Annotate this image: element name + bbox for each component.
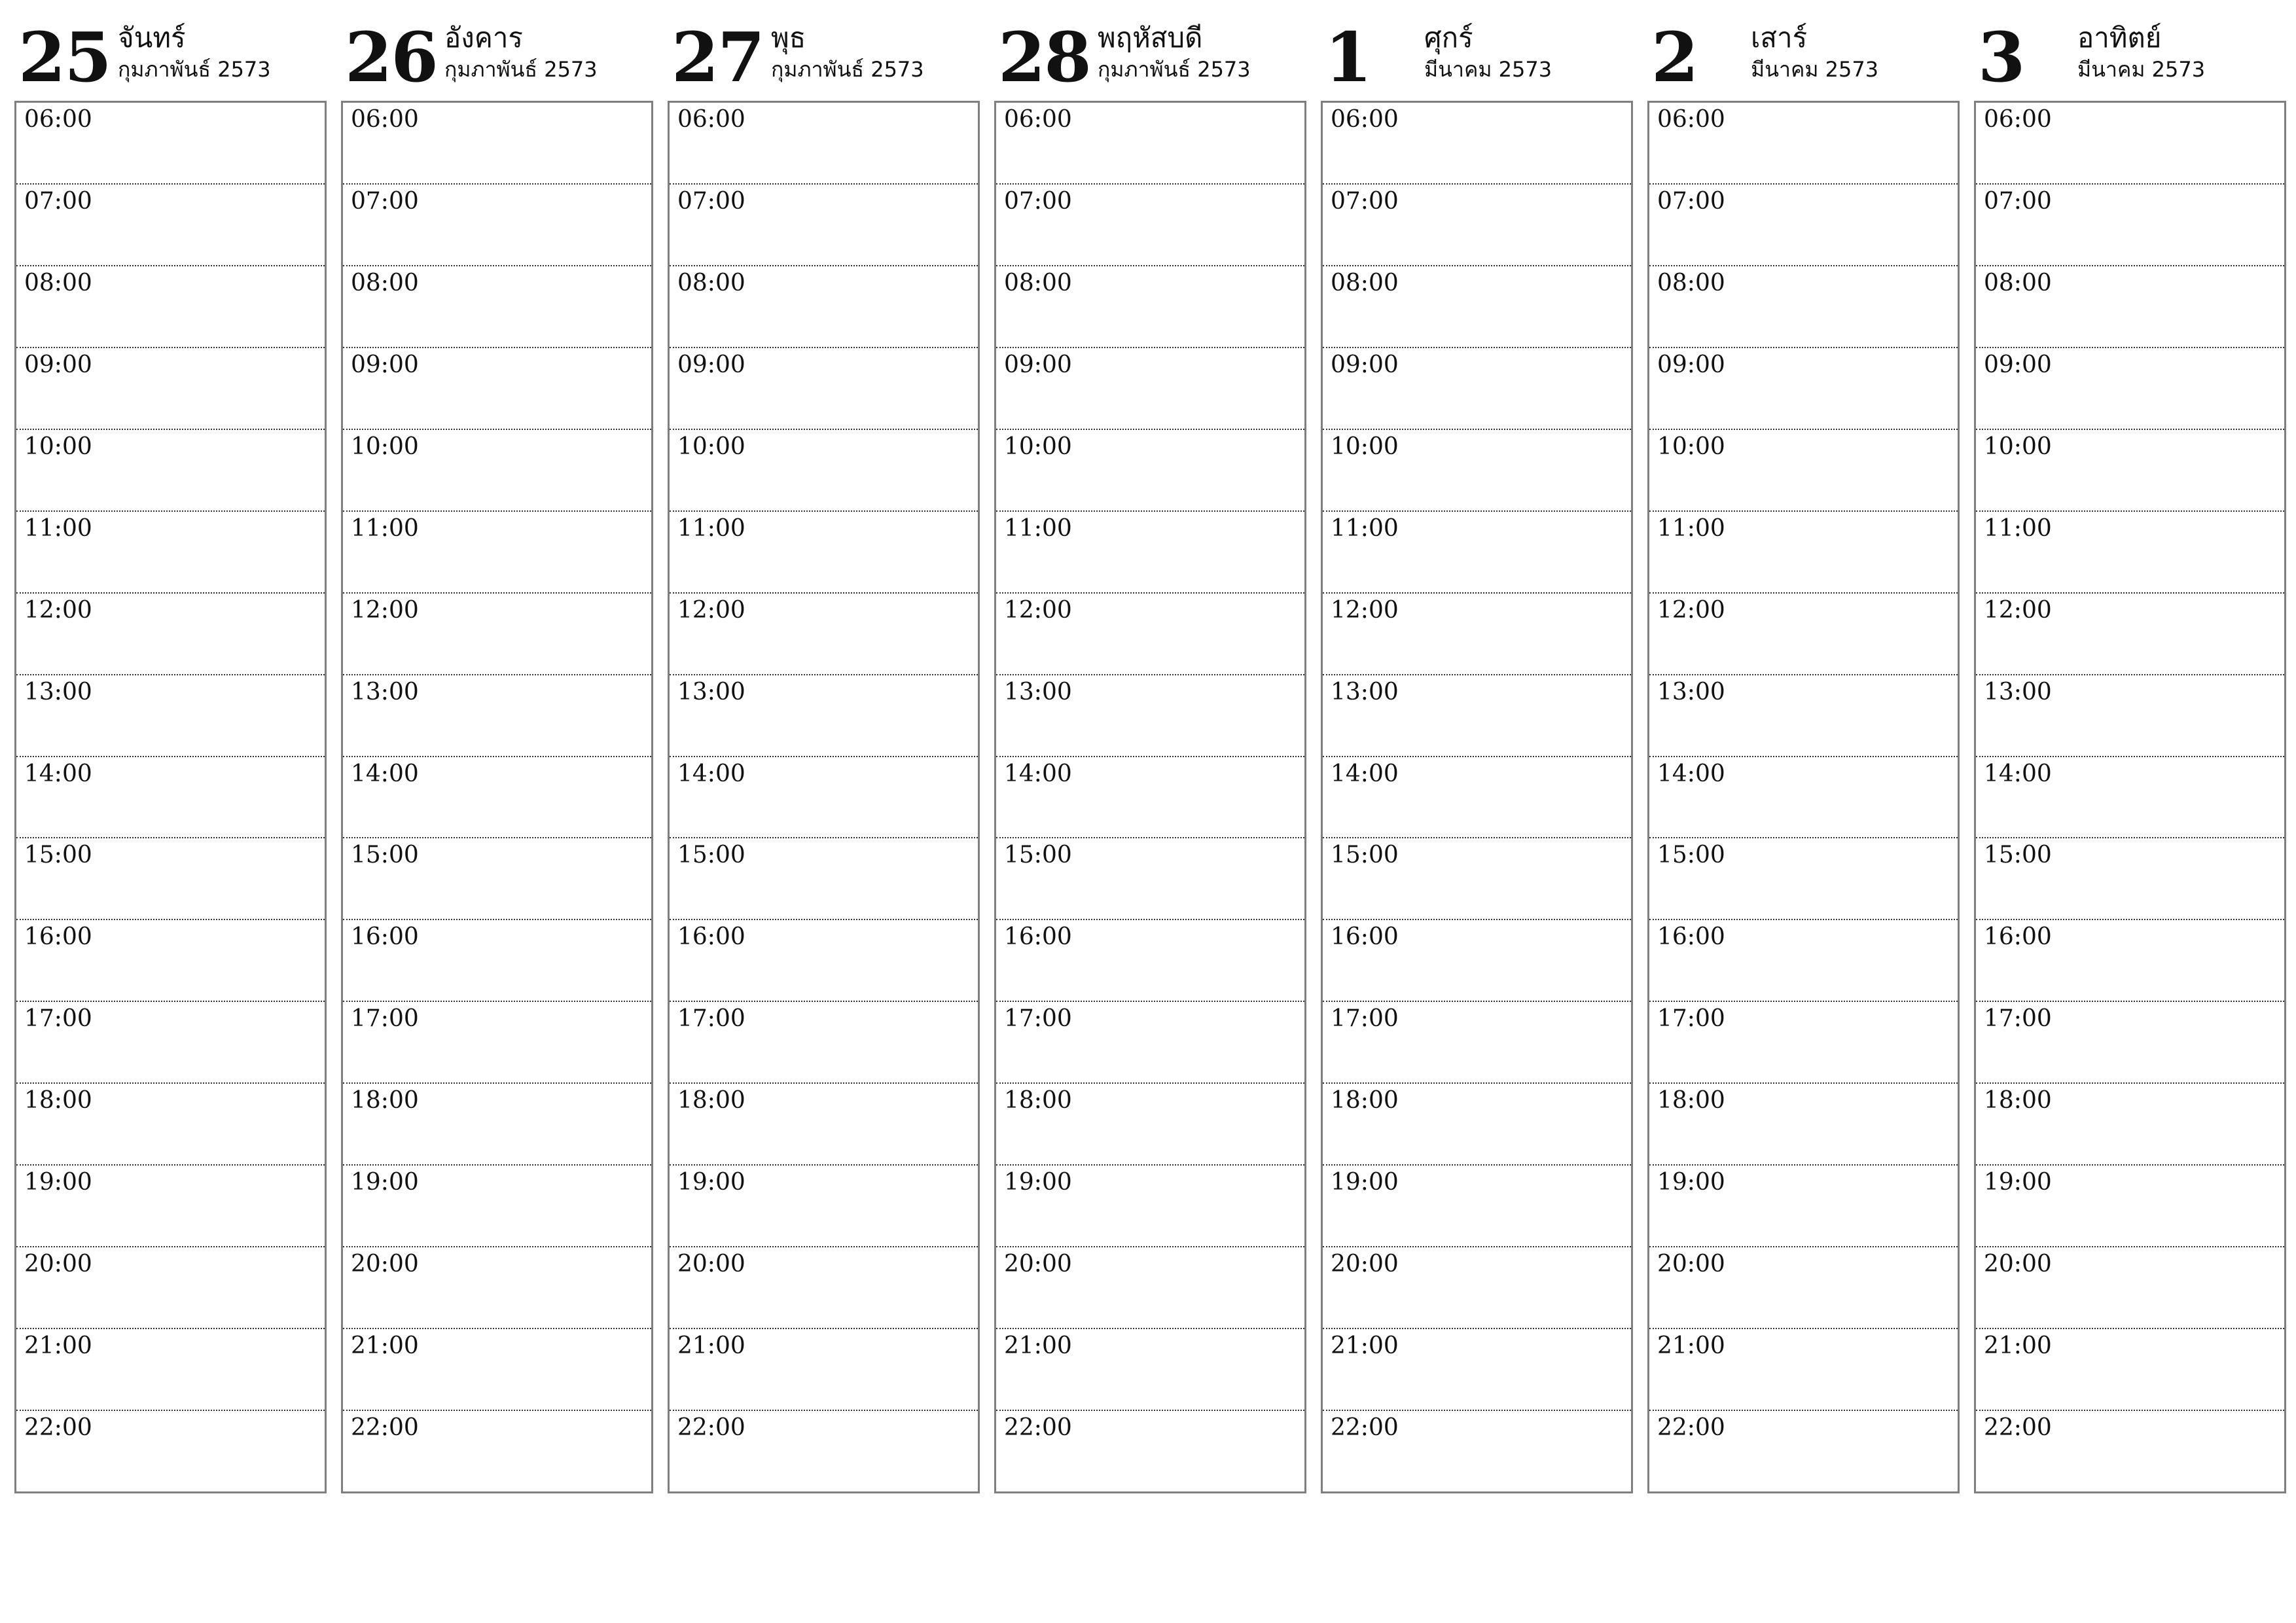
day-column: [994, 16, 1306, 1495]
time-slot[interactable]: [1976, 838, 2284, 920]
time-slot[interactable]: [996, 757, 1304, 839]
time-label: 14:00: [677, 760, 745, 787]
time-slot[interactable]: [670, 1084, 978, 1166]
day-meta: [444, 20, 598, 82]
time-slot[interactable]: [1323, 1329, 1631, 1411]
time-label: 18:00: [1657, 1087, 1725, 1115]
day-column: [668, 16, 980, 1495]
weekday-label: อาทิตย์: [2077, 22, 2162, 54]
time-label: 22:00: [24, 1414, 92, 1441]
time-grid: [1974, 101, 2286, 1493]
time-slot[interactable]: [1323, 103, 1631, 185]
time-label: 16:00: [1657, 923, 1725, 951]
time-slot[interactable]: [996, 103, 1304, 185]
time-slot[interactable]: [996, 838, 1304, 920]
time-label: 22:00: [1984, 1414, 2052, 1441]
time-label: 14:00: [1331, 760, 1399, 787]
time-slot[interactable]: [343, 430, 651, 512]
time-label: 13:00: [1004, 678, 1072, 705]
time-label: 07:00: [677, 187, 745, 215]
time-slot[interactable]: [343, 1411, 651, 1491]
time-slot[interactable]: [1323, 348, 1631, 430]
time-label: 09:00: [1984, 351, 2052, 378]
time-slot[interactable]: [996, 1002, 1304, 1084]
time-label: 09:00: [1331, 351, 1399, 378]
time-slot[interactable]: [16, 430, 325, 512]
time-slot[interactable]: [1649, 1411, 1958, 1491]
time-label: 06:00: [1657, 106, 1725, 133]
day-number: 1: [1325, 17, 1371, 98]
time-slot[interactable]: [1649, 1247, 1958, 1329]
time-label: 06:00: [24, 106, 92, 133]
time-slot[interactable]: [1976, 266, 2284, 348]
time-label: 13:00: [1984, 678, 2052, 705]
time-label: 21:00: [1657, 1332, 1725, 1360]
time-label: 11:00: [1004, 514, 1072, 542]
time-slot[interactable]: [1649, 1002, 1958, 1084]
time-slot[interactable]: [1976, 1084, 2284, 1166]
time-label: 13:00: [677, 678, 745, 705]
time-grid: [1321, 101, 1633, 1493]
time-label: 11:00: [1331, 514, 1399, 542]
time-label: 08:00: [1657, 269, 1725, 296]
time-label: 15:00: [1984, 842, 2052, 869]
time-slot[interactable]: [1649, 757, 1958, 839]
time-label: 12:00: [1657, 596, 1725, 624]
time-slot[interactable]: [1976, 1002, 2284, 1084]
day-header: [668, 16, 980, 101]
time-slot[interactable]: [996, 1166, 1304, 1247]
time-slot[interactable]: [16, 1329, 325, 1411]
weekly-planner: [14, 16, 2286, 1495]
time-slot[interactable]: [1976, 430, 2284, 512]
time-slot[interactable]: [670, 1166, 978, 1247]
time-slot[interactable]: [670, 103, 978, 185]
time-label: 22:00: [1331, 1414, 1399, 1441]
time-slot[interactable]: [1323, 1084, 1631, 1166]
time-slot[interactable]: [16, 1084, 325, 1166]
day-column: [14, 16, 327, 1495]
time-slot[interactable]: [1323, 675, 1631, 757]
time-label: 14:00: [24, 760, 92, 787]
time-slot[interactable]: [1649, 675, 1958, 757]
time-label: 13:00: [24, 678, 92, 705]
time-slot[interactable]: [670, 512, 978, 594]
time-grid: [14, 101, 327, 1493]
time-label: 21:00: [1331, 1332, 1399, 1360]
time-slot[interactable]: [1323, 1247, 1631, 1329]
time-label: 22:00: [351, 1414, 419, 1441]
weekday-label: พุธ: [771, 22, 806, 54]
time-slot[interactable]: [1323, 1002, 1631, 1084]
time-slot[interactable]: [996, 1084, 1304, 1166]
day-number: 28: [998, 17, 1090, 98]
month-year-label: มีนาคม 2573: [2077, 57, 2206, 82]
time-slot[interactable]: [670, 1329, 978, 1411]
time-label: 22:00: [677, 1414, 745, 1441]
time-slot[interactable]: [1976, 1411, 2284, 1491]
time-label: 11:00: [677, 514, 745, 542]
time-label: 08:00: [24, 269, 92, 296]
time-slot[interactable]: [1323, 1411, 1631, 1491]
day-header: [994, 16, 1306, 101]
time-slot[interactable]: [1649, 185, 1958, 266]
time-label: 20:00: [677, 1251, 745, 1278]
day-header: [1647, 16, 1960, 101]
time-label: 07:00: [1984, 187, 2052, 215]
day-column: [1974, 16, 2286, 1495]
time-label: 09:00: [1004, 351, 1072, 378]
time-label: 17:00: [351, 1005, 419, 1033]
time-label: 10:00: [1004, 433, 1072, 460]
time-label: 20:00: [24, 1251, 92, 1278]
time-slot[interactable]: [670, 920, 978, 1002]
time-slot[interactable]: [670, 185, 978, 266]
time-label: 19:00: [1984, 1169, 2052, 1196]
time-label: 07:00: [24, 187, 92, 215]
time-label: 13:00: [1331, 678, 1399, 705]
time-slot[interactable]: [996, 920, 1304, 1002]
time-label: 19:00: [1657, 1169, 1725, 1196]
time-slot[interactable]: [343, 512, 651, 594]
time-label: 13:00: [351, 678, 419, 705]
time-slot[interactable]: [16, 1166, 325, 1247]
time-label: 10:00: [351, 433, 419, 460]
time-label: 12:00: [1004, 596, 1072, 624]
time-slot[interactable]: [343, 266, 651, 348]
time-label: 10:00: [1331, 433, 1399, 460]
time-slot[interactable]: [1976, 103, 2284, 185]
time-label: 17:00: [1331, 1005, 1399, 1033]
time-label: 21:00: [1984, 1332, 2052, 1360]
time-grid: [668, 101, 980, 1493]
time-slot[interactable]: [343, 1002, 651, 1084]
day-column: [341, 16, 653, 1495]
time-label: 15:00: [1657, 842, 1725, 869]
time-slot[interactable]: [670, 1002, 978, 1084]
time-label: 15:00: [24, 842, 92, 869]
time-slot[interactable]: [16, 185, 325, 266]
time-label: 06:00: [1004, 106, 1072, 133]
time-label: 15:00: [351, 842, 419, 869]
time-slot[interactable]: [16, 594, 325, 675]
time-label: 07:00: [351, 187, 419, 215]
day-number: 3: [1978, 17, 2024, 98]
time-slot[interactable]: [670, 1247, 978, 1329]
time-label: 17:00: [1984, 1005, 2052, 1033]
day-header: [1974, 16, 2286, 101]
time-label: 08:00: [1331, 269, 1399, 296]
time-label: 11:00: [1657, 514, 1725, 542]
time-slot[interactable]: [1649, 103, 1958, 185]
weekday-label: อังคาร: [444, 22, 523, 54]
time-slot[interactable]: [343, 1247, 651, 1329]
time-slot[interactable]: [1649, 266, 1958, 348]
month-year-label: มีนาคม 2573: [1424, 57, 1552, 82]
time-slot[interactable]: [996, 512, 1304, 594]
time-label: 14:00: [1004, 760, 1072, 787]
time-label: 07:00: [1004, 187, 1072, 215]
weekday-label: จันทร์: [118, 22, 186, 54]
time-slot[interactable]: [1976, 675, 2284, 757]
time-label: 16:00: [351, 923, 419, 951]
time-slot[interactable]: [1976, 594, 2284, 675]
time-slot[interactable]: [996, 348, 1304, 430]
time-slot[interactable]: [1649, 348, 1958, 430]
time-slot[interactable]: [1649, 1166, 1958, 1247]
weekday-label: พฤหัสบดี: [1098, 22, 1203, 54]
time-grid: [1647, 101, 1960, 1493]
time-label: 20:00: [1984, 1251, 2052, 1278]
time-label: 16:00: [677, 923, 745, 951]
time-slot[interactable]: [343, 675, 651, 757]
time-slot[interactable]: [1649, 594, 1958, 675]
time-label: 09:00: [677, 351, 745, 378]
time-label: 17:00: [1004, 1005, 1072, 1033]
time-slot[interactable]: [1323, 512, 1631, 594]
time-label: 12:00: [1984, 596, 2052, 624]
time-label: 18:00: [351, 1087, 419, 1115]
time-label: 06:00: [1984, 106, 2052, 133]
time-label: 11:00: [351, 514, 419, 542]
day-number: 2: [1651, 17, 1698, 98]
time-slot[interactable]: [996, 185, 1304, 266]
time-slot[interactable]: [1976, 1329, 2284, 1411]
time-slot[interactable]: [1976, 1247, 2284, 1329]
time-label: 21:00: [351, 1332, 419, 1360]
day-meta: [2077, 20, 2205, 82]
time-label: 10:00: [1657, 433, 1725, 460]
time-label: 06:00: [351, 106, 419, 133]
time-label: 15:00: [1004, 842, 1072, 869]
time-slot[interactable]: [343, 920, 651, 1002]
time-slot[interactable]: [343, 348, 651, 430]
time-slot[interactable]: [1976, 1166, 2284, 1247]
time-label: 08:00: [677, 269, 745, 296]
time-slot[interactable]: [670, 838, 978, 920]
day-header: [341, 16, 653, 101]
time-label: 18:00: [677, 1087, 745, 1115]
time-label: 18:00: [1984, 1087, 2052, 1115]
time-label: 13:00: [1657, 678, 1725, 705]
time-label: 14:00: [1657, 760, 1725, 787]
time-label: 20:00: [1004, 1251, 1072, 1278]
month-year-label: กุมภาพันธ์ 2573: [1098, 57, 1251, 82]
time-slot[interactable]: [16, 512, 325, 594]
time-label: 08:00: [351, 269, 419, 296]
time-label: 14:00: [1984, 760, 2052, 787]
day-meta: [118, 20, 271, 82]
time-label: 19:00: [677, 1169, 745, 1196]
time-label: 18:00: [1331, 1087, 1399, 1115]
time-slot[interactable]: [1976, 757, 2284, 839]
time-slot[interactable]: [1976, 348, 2284, 430]
time-slot[interactable]: [343, 103, 651, 185]
time-label: 06:00: [1331, 106, 1399, 133]
time-slot[interactable]: [670, 675, 978, 757]
month-year-label: มีนาคม 2573: [1751, 57, 1879, 82]
time-label: 17:00: [24, 1005, 92, 1033]
time-slot[interactable]: [670, 594, 978, 675]
day-meta: [1098, 20, 1251, 82]
time-label: 22:00: [1657, 1414, 1725, 1441]
time-slot[interactable]: [1976, 185, 2284, 266]
time-label: 21:00: [24, 1332, 92, 1360]
time-label: 17:00: [1657, 1005, 1725, 1033]
day-number: 27: [672, 17, 764, 98]
time-slot[interactable]: [16, 757, 325, 839]
time-slot[interactable]: [16, 1411, 325, 1491]
time-slot[interactable]: [1649, 920, 1958, 1002]
time-label: 18:00: [24, 1087, 92, 1115]
time-label: 07:00: [1331, 187, 1399, 215]
time-slot[interactable]: [670, 266, 978, 348]
time-slot[interactable]: [343, 1084, 651, 1166]
time-label: 16:00: [24, 923, 92, 951]
day-header: [14, 16, 327, 101]
time-slot[interactable]: [343, 1329, 651, 1411]
time-slot[interactable]: [996, 430, 1304, 512]
time-slot[interactable]: [1976, 920, 2284, 1002]
day-number: 26: [345, 17, 437, 98]
time-label: 06:00: [677, 106, 745, 133]
time-slot[interactable]: [996, 675, 1304, 757]
time-label: 12:00: [351, 596, 419, 624]
time-grid: [341, 101, 653, 1493]
time-slot[interactable]: [1323, 920, 1631, 1002]
time-slot[interactable]: [670, 1411, 978, 1491]
time-slot[interactable]: [1323, 594, 1631, 675]
day-column: [1647, 16, 1960, 1495]
time-label: 19:00: [1331, 1169, 1399, 1196]
time-label: 17:00: [677, 1005, 745, 1033]
time-slot[interactable]: [1323, 266, 1631, 348]
time-slot[interactable]: [670, 430, 978, 512]
time-label: 16:00: [1331, 923, 1399, 951]
time-label: 08:00: [1004, 269, 1072, 296]
time-slot[interactable]: [1649, 430, 1958, 512]
time-slot[interactable]: [16, 920, 325, 1002]
time-slot[interactable]: [343, 838, 651, 920]
time-label: 09:00: [351, 351, 419, 378]
month-year-label: กุมภาพันธ์ 2573: [444, 57, 598, 82]
month-year-label: กุมภาพันธ์ 2573: [771, 57, 924, 82]
time-label: 20:00: [351, 1251, 419, 1278]
time-label: 09:00: [24, 351, 92, 378]
day-meta: [1424, 20, 1552, 82]
day-column: [1321, 16, 1633, 1495]
time-slot[interactable]: [343, 594, 651, 675]
day-header: [1321, 16, 1633, 101]
day-meta: [771, 20, 924, 82]
time-slot[interactable]: [343, 185, 651, 266]
time-slot[interactable]: [16, 103, 325, 185]
time-slot[interactable]: [16, 1002, 325, 1084]
time-slot[interactable]: [1649, 512, 1958, 594]
time-slot[interactable]: [996, 1329, 1304, 1411]
time-slot[interactable]: [16, 348, 325, 430]
time-slot[interactable]: [1323, 838, 1631, 920]
time-slot[interactable]: [16, 266, 325, 348]
time-slot[interactable]: [996, 1247, 1304, 1329]
time-label: 12:00: [24, 596, 92, 624]
time-label: 19:00: [24, 1169, 92, 1196]
time-slot[interactable]: [1649, 1084, 1958, 1166]
time-slot[interactable]: [996, 594, 1304, 675]
time-slot[interactable]: [16, 675, 325, 757]
time-label: 14:00: [351, 760, 419, 787]
time-label: 22:00: [1004, 1414, 1072, 1441]
time-label: 11:00: [24, 514, 92, 542]
time-label: 19:00: [351, 1169, 419, 1196]
time-slot[interactable]: [16, 1247, 325, 1329]
time-label: 10:00: [24, 433, 92, 460]
weekday-label: ศุกร์: [1424, 22, 1473, 54]
time-grid: [994, 101, 1306, 1493]
time-label: 20:00: [1331, 1251, 1399, 1278]
weekday-label: เสาร์: [1751, 22, 1808, 54]
time-label: 15:00: [677, 842, 745, 869]
time-slot[interactable]: [1323, 185, 1631, 266]
day-number: 25: [18, 17, 111, 98]
time-label: 10:00: [677, 433, 745, 460]
time-slot[interactable]: [670, 348, 978, 430]
time-slot[interactable]: [1323, 757, 1631, 839]
time-slot[interactable]: [343, 757, 651, 839]
time-slot[interactable]: [16, 838, 325, 920]
month-year-label: กุมภาพันธ์ 2573: [118, 57, 271, 82]
time-label: 09:00: [1657, 351, 1725, 378]
time-label: 21:00: [1004, 1332, 1072, 1360]
time-label: 11:00: [1984, 514, 2052, 542]
time-label: 19:00: [1004, 1169, 1072, 1196]
time-slot[interactable]: [1649, 838, 1958, 920]
time-slot[interactable]: [996, 266, 1304, 348]
time-label: 15:00: [1331, 842, 1399, 869]
time-label: 16:00: [1984, 923, 2052, 951]
time-slot[interactable]: [1323, 430, 1631, 512]
time-label: 12:00: [677, 596, 745, 624]
time-slot[interactable]: [670, 757, 978, 839]
time-label: 20:00: [1657, 1251, 1725, 1278]
time-label: 16:00: [1004, 923, 1072, 951]
time-slot[interactable]: [1649, 1329, 1958, 1411]
time-slot[interactable]: [996, 1411, 1304, 1491]
time-label: 07:00: [1657, 187, 1725, 215]
time-slot[interactable]: [343, 1166, 651, 1247]
time-label: 10:00: [1984, 433, 2052, 460]
day-meta: [1751, 20, 1878, 82]
time-label: 18:00: [1004, 1087, 1072, 1115]
time-slot[interactable]: [1976, 512, 2284, 594]
time-label: 21:00: [677, 1332, 745, 1360]
time-slot[interactable]: [1323, 1166, 1631, 1247]
time-label: 12:00: [1331, 596, 1399, 624]
time-label: 08:00: [1984, 269, 2052, 296]
